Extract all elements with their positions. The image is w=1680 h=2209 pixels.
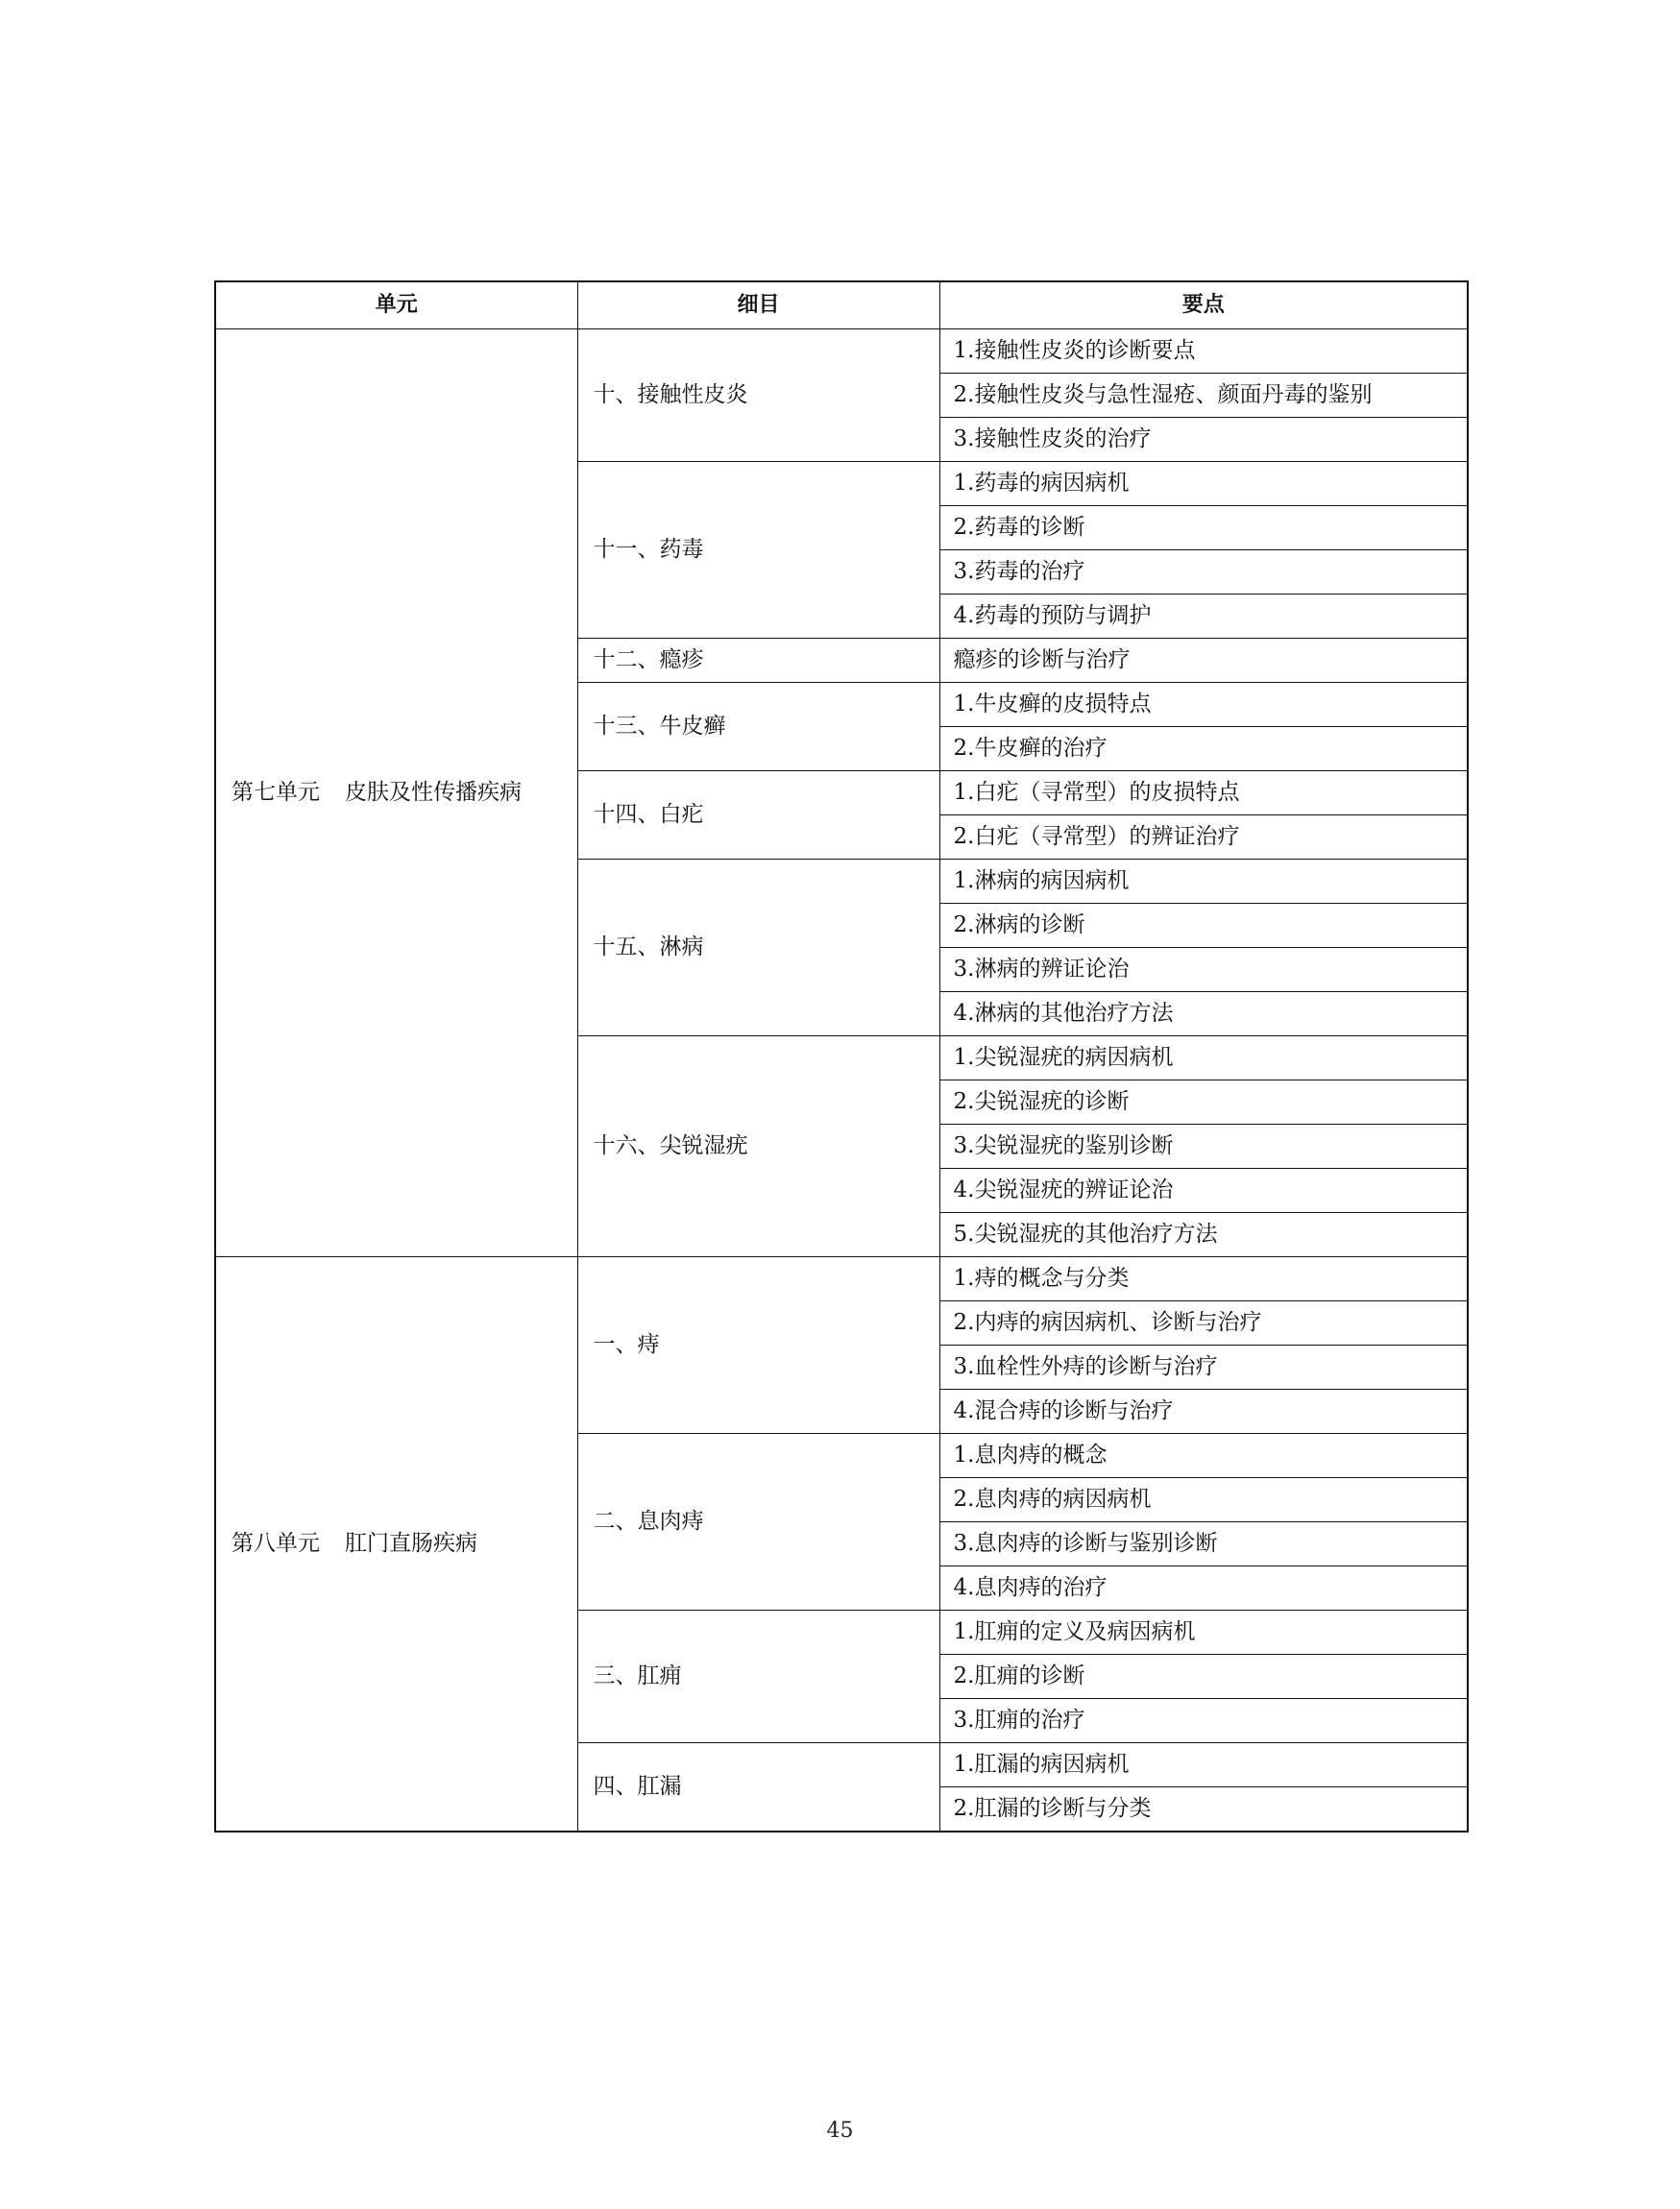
point-cell: 5.尖锐湿疣的其他治疗方法 [939,1213,1468,1257]
point-cell: 3.淋病的辨证论治 [939,948,1468,992]
point-cell: 2.肛漏的诊断与分类 [939,1787,1468,1833]
point-cell: 3.息肉痔的诊断与鉴别诊断 [939,1522,1468,1566]
header-point: 要点 [939,281,1468,329]
point-cell: 1.痔的概念与分类 [939,1257,1468,1301]
point-cell: 1.尖锐湿疣的病因病机 [939,1036,1468,1080]
item-cell: 十六、尖锐湿疣 [577,1036,939,1257]
item-cell: 二、息肉痔 [577,1434,939,1611]
unit-number: 第七单元 [231,779,320,805]
point-cell: 3.尖锐湿疣的鉴别诊断 [939,1125,1468,1169]
unit-cell [215,1257,577,1833]
point-cell: 1.淋病的病因病机 [939,860,1468,904]
syllabus-table [214,280,1469,1833]
point-cell: 4.息肉痔的治疗 [939,1566,1468,1611]
unit-number: 第八单元 [231,1530,320,1556]
unit-name: 肛门直肠疾病 [345,1530,477,1556]
item-cell: 三、肛痈 [577,1611,939,1743]
point-cell: 瘾疹的诊断与治疗 [939,639,1468,683]
point-cell: 1.牛皮癣的皮损特点 [939,683,1468,727]
point-cell: 3.药毒的治疗 [939,550,1468,595]
point-cell: 4.尖锐湿疣的辨证论治 [939,1169,1468,1213]
item-cell: 十三、牛皮癣 [577,683,939,771]
point-cell: 2.药毒的诊断 [939,506,1468,550]
item-cell: 十二、瘾疹 [577,639,939,683]
item-cell: 十、接触性皮炎 [577,329,939,462]
point-cell: 2.接触性皮炎与急性湿疮、颜面丹毒的鉴别 [939,374,1468,418]
table-row [215,1257,1468,1301]
point-cell: 1.肛痈的定义及病因病机 [939,1611,1468,1655]
point-cell: 1.接触性皮炎的诊断要点 [939,329,1468,374]
point-cell: 2.尖锐湿疣的诊断 [939,1080,1468,1125]
point-cell: 3.肛痈的治疗 [939,1699,1468,1743]
point-cell: 1.白疕（寻常型）的皮损特点 [939,771,1468,815]
point-cell: 4.淋病的其他治疗方法 [939,992,1468,1036]
header-unit: 单元 [215,281,577,329]
point-cell: 2.肛痈的诊断 [939,1655,1468,1699]
item-cell: 十四、白疕 [577,771,939,860]
table-body [215,329,1468,1833]
point-cell: 1.息肉痔的概念 [939,1434,1468,1478]
header-item: 细目 [577,281,939,329]
point-cell: 1.药毒的病因病机 [939,462,1468,506]
page-number: 45 [826,2119,854,2143]
unit-name: 皮肤及性传播疾病 [345,779,522,805]
item-cell: 一、痔 [577,1257,939,1434]
point-cell: 2.淋病的诊断 [939,904,1468,948]
table-row [215,329,1468,374]
point-cell: 3.血栓性外痔的诊断与治疗 [939,1346,1468,1390]
point-cell: 2.牛皮癣的治疗 [939,727,1468,771]
point-cell: 1.肛漏的病因病机 [939,1743,1468,1787]
table-header-row [215,281,1468,329]
unit-cell [215,329,577,1257]
point-cell: 2.息肉痔的病因病机 [939,1478,1468,1522]
point-cell: 3.接触性皮炎的治疗 [939,418,1468,462]
point-cell: 4.混合痔的诊断与治疗 [939,1390,1468,1434]
item-cell: 十一、药毒 [577,462,939,639]
point-cell: 4.药毒的预防与调护 [939,595,1468,639]
item-cell: 四、肛漏 [577,1743,939,1833]
point-cell: 2.内痔的病因病机、诊断与治疗 [939,1301,1468,1346]
point-cell: 2.白疕（寻常型）的辨证治疗 [939,815,1468,860]
item-cell: 十五、淋病 [577,860,939,1036]
